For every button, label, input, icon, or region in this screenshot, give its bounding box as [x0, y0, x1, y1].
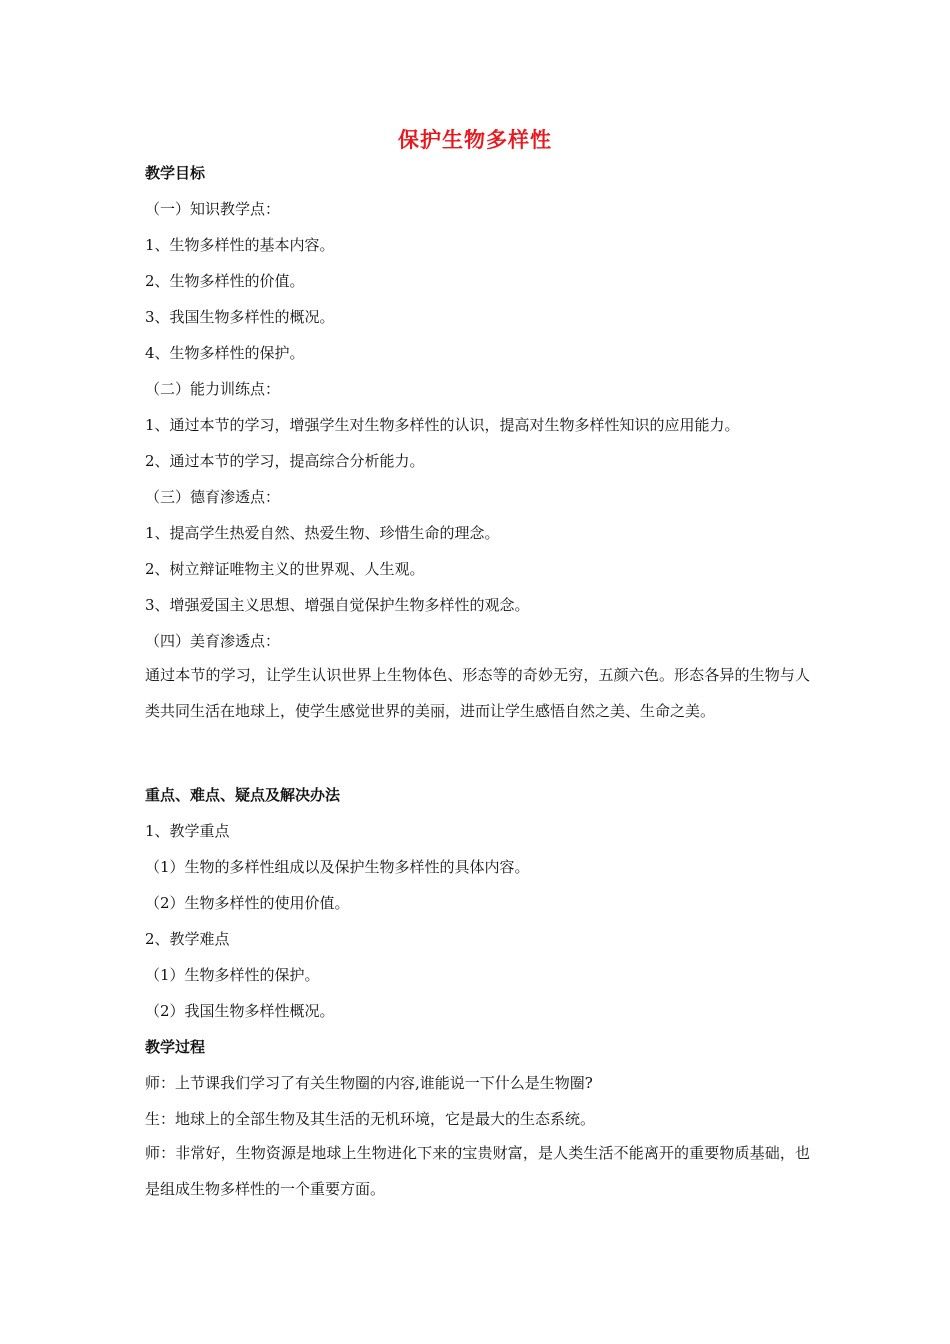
difficulty-label: 2、教学难点	[145, 930, 230, 948]
subheading-moral: （三）德育渗透点：	[145, 488, 281, 506]
subheading-knowledge: （一）知识教学点：	[145, 200, 281, 218]
knowledge-item-3: 3、我国生物多样性的概况。	[145, 308, 335, 326]
heading-teaching-goals: 教学目标	[145, 164, 206, 182]
moral-item-2: 2、树立辩证唯物主义的世界观、人生观。	[145, 560, 425, 578]
heading-key-points: 重点、难点、疑点及解决办法	[145, 786, 341, 804]
knowledge-item-2: 2、生物多样性的价值。	[145, 272, 305, 290]
aesthetic-paragraph: 通过本节的学习，让学生认识世界上生物体色、形态等的奇妙无穷，五颜六色。形态各异的生物与人类共同生活在地球上，使学生感觉世界的美丽，进而让学生感悟自然之美、生命之美。	[145, 666, 810, 720]
difficulty-item-1: （1）生物多样性的保护。	[145, 966, 320, 984]
dialogue-teacher-2: 师：非常好，生物资源是地球上生物进化下来的宝贵财富，是人类生活不能离开的重要物质基础，也是组成生物多样性的一个重要方面。	[145, 1144, 810, 1198]
knowledge-item-1: 1、生物多样性的基本内容。	[145, 236, 335, 254]
ability-item-2: 2、通过本节的学习，提高综合分析能力。	[145, 452, 425, 470]
moral-item-3: 3、增强爱国主义思想、增强自觉保护生物多样性的观念。	[145, 596, 530, 614]
subheading-aesthetic: （四）美育渗透点：	[145, 632, 281, 650]
knowledge-item-4: 4、生物多样性的保护。	[145, 344, 305, 362]
moral-item-1: 1、提高学生热爱自然、热爱生物、珍惜生命的理念。	[145, 524, 500, 542]
subheading-ability: （二）能力训练点：	[145, 380, 281, 398]
document-title: 保护生物多样性	[398, 128, 552, 152]
key-point-item-1: （1）生物的多样性组成以及保护生物多样性的具体内容。	[145, 858, 530, 876]
dialogue-teacher-1: 师：上节课我们学习了有关生物圈的内容,谁能说一下什么是生物圈?	[145, 1074, 593, 1092]
key-point-item-2: （2）生物多样性的使用价值。	[145, 894, 350, 912]
key-point-label: 1、教学重点	[145, 822, 230, 840]
difficulty-item-2: （2）我国生物多样性概况。	[145, 1002, 335, 1020]
ability-item-1: 1、通过本节的学习，增强学生对生物多样性的认识，提高对生物多样性知识的应用能力。	[145, 416, 740, 434]
dialogue-student-1: 生：地球上的全部生物及其生活的无机环境，它是最大的生态系统。	[145, 1110, 596, 1128]
heading-teaching-process: 教学过程	[145, 1038, 206, 1056]
